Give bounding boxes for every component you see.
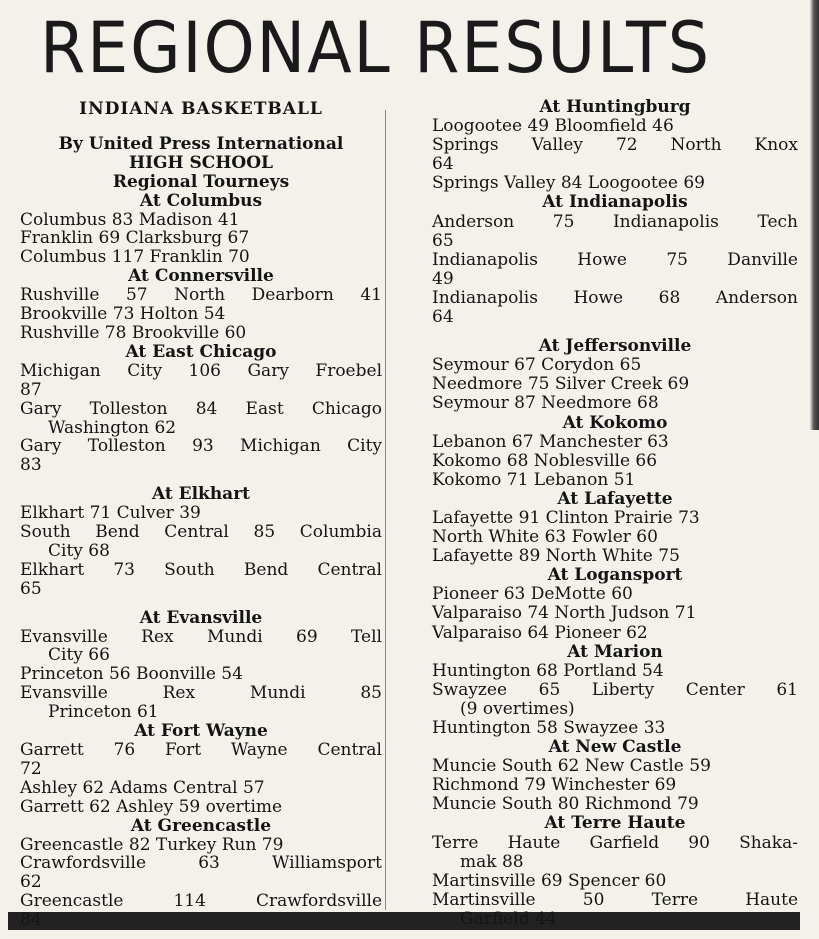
- venue-heading: At East Chicago: [125, 341, 277, 362]
- result-line: Columbus 83 Madison 41: [20, 209, 240, 230]
- result-line: Michigan City 106 Gary Froebel: [20, 360, 382, 381]
- result-line: Springs Valley 84 Loogootee 69: [432, 173, 705, 194]
- result-line: Needmore 75 Silver Creek 69: [432, 374, 690, 395]
- section-subtitle: Regional Tourneys: [112, 171, 290, 192]
- result-line: Princeton 61: [48, 702, 159, 723]
- left-column: [20, 100, 382, 930]
- venue-heading: At Huntingburg: [539, 97, 691, 117]
- result-line: Washington 62: [48, 417, 177, 438]
- right-results: [432, 98, 798, 929]
- result-line: Terre Haute Garfield 90 Shaka-: [432, 832, 798, 853]
- result-line: Brookville 73 Holton 54: [20, 304, 226, 325]
- venue-heading: At Logansport: [547, 565, 683, 586]
- result-line: Swayzee 65 Liberty Center 61: [432, 679, 798, 700]
- result-line: Kokomo 68 Noblesville 66: [432, 450, 658, 471]
- venue-heading: At Columbus: [139, 190, 263, 211]
- result-line: Kokomo 71 Lebanon 51: [432, 469, 636, 490]
- section-title: HIGH SCHOOL: [129, 152, 273, 173]
- venue-heading: At Marion: [567, 641, 663, 662]
- result-line: 83: [20, 455, 42, 476]
- venue-heading: At Evansville: [139, 607, 263, 628]
- result-line: Anderson 75 Indianapolis Tech: [432, 211, 798, 232]
- result-line: Garrett 62 Ashley 59 overtime: [20, 796, 283, 817]
- result-line: Elkhart 71 Culver 39: [20, 503, 201, 524]
- result-line: North White 63 Fowler 60: [432, 527, 658, 548]
- result-line: Valparaiso 74 North Judson 71: [432, 603, 697, 624]
- venue-heading: At Jeffersonville: [538, 336, 692, 357]
- result-line: Gary Tolleston 93 Michigan City: [20, 436, 382, 457]
- result-line: Ashley 62 Adams Central 57: [20, 777, 265, 798]
- result-line: Muncie South 80 Richmond 79: [432, 794, 699, 815]
- result-line: Franklin 69 Clarksburg 67: [20, 228, 250, 249]
- result-line: City 68: [48, 540, 110, 561]
- right-column: [432, 98, 798, 929]
- result-line: Muncie South 62 New Castle 59: [432, 756, 711, 777]
- result-line: 72: [20, 758, 42, 779]
- venue-heading: At Terre Haute: [544, 813, 686, 834]
- result-line: Springs Valley 72 North Knox: [432, 135, 798, 156]
- result-line: Valparaiso 64 Pioneer 62: [432, 622, 648, 643]
- result-line: 49: [432, 268, 454, 289]
- result-line: 87: [20, 379, 42, 400]
- venue-heading: At Connersville: [128, 266, 274, 287]
- result-line: 64: [432, 154, 454, 175]
- left-results: [20, 192, 382, 930]
- result-line: Gary Tolleston 84 East Chicago: [20, 398, 382, 419]
- result-line: Crawfordsville 63 Williamsport: [20, 853, 382, 874]
- venue-heading: At Lafayette: [557, 488, 673, 509]
- result-line: 65: [432, 230, 454, 251]
- result-line: City 66: [48, 645, 110, 666]
- venue-heading: At Indianapolis: [542, 192, 688, 213]
- result-line: Rushville 57 North Dearborn 41: [20, 285, 382, 306]
- venue-heading: At Greencastle: [130, 815, 272, 836]
- result-line: Princeton 56 Boonville 54: [20, 664, 243, 685]
- result-line: Seymour 67 Corydon 65: [432, 355, 642, 376]
- venue-heading: At Fort Wayne: [134, 721, 268, 742]
- result-line: Elkhart 73 South Bend Central: [20, 559, 382, 580]
- result-line: Pioneer 63 DeMotte 60: [432, 584, 633, 605]
- result-line: (9 overtimes): [460, 698, 575, 719]
- result-line: 62: [20, 872, 42, 893]
- result-line: Evansville Rex Mundi 69 Tell: [20, 626, 382, 647]
- subhead: INDIANA BASKETBALL: [79, 99, 323, 119]
- venue-heading: At Kokomo: [562, 412, 668, 433]
- result-line: Columbus 117 Franklin 70: [20, 247, 250, 268]
- result-line: Lafayette 89 North White 75: [432, 546, 680, 567]
- result-line: Greencastle 82 Turkey Run 79: [20, 834, 284, 855]
- result-line: Richmond 79 Winchester 69: [432, 775, 677, 796]
- result-line: Huntington 68 Portland 54: [432, 660, 664, 681]
- result-line: Greencastle 114 Crawfordsville: [20, 891, 382, 912]
- result-line: Garrett 76 Fort Wayne Central: [20, 740, 382, 760]
- byline: By United Press International: [58, 133, 344, 154]
- result-line: Indianapolis Howe 75 Danville: [432, 249, 798, 270]
- result-line: 64: [432, 307, 454, 328]
- result-line: Rushville 78 Brookville 60: [20, 322, 247, 343]
- headline: REGIONAL RESULTS: [40, 7, 711, 89]
- venue-heading: At New Castle: [548, 737, 682, 758]
- result-line: 65: [20, 578, 42, 599]
- result-line: 84: [20, 910, 42, 931]
- column-divider: [385, 110, 386, 910]
- result-line: Evansville Rex Mundi 85: [20, 683, 382, 704]
- result-line: Lebanon 67 Manchester 63: [432, 431, 669, 452]
- result-line: Garfield 44: [460, 908, 557, 929]
- result-line: Martinsville 50 Terre Haute: [432, 889, 798, 910]
- result-line: Indianapolis Howe 68 Anderson: [432, 287, 798, 308]
- result-line: South Bend Central 85 Columbia: [20, 522, 382, 543]
- result-line: Martinsville 69 Spencer 60: [432, 870, 667, 891]
- venue-heading: At Elkhart: [151, 484, 251, 505]
- result-line: mak 88: [460, 851, 524, 872]
- page-edge-shadow: [810, 0, 819, 430]
- result-line: Seymour 87 Needmore 68: [432, 393, 659, 414]
- result-line: Lafayette 91 Clinton Prairie 73: [432, 507, 700, 528]
- result-line: Loogootee 49 Bloomfield 46: [432, 116, 674, 137]
- result-line: Huntington 58 Swayzee 33: [432, 718, 666, 738]
